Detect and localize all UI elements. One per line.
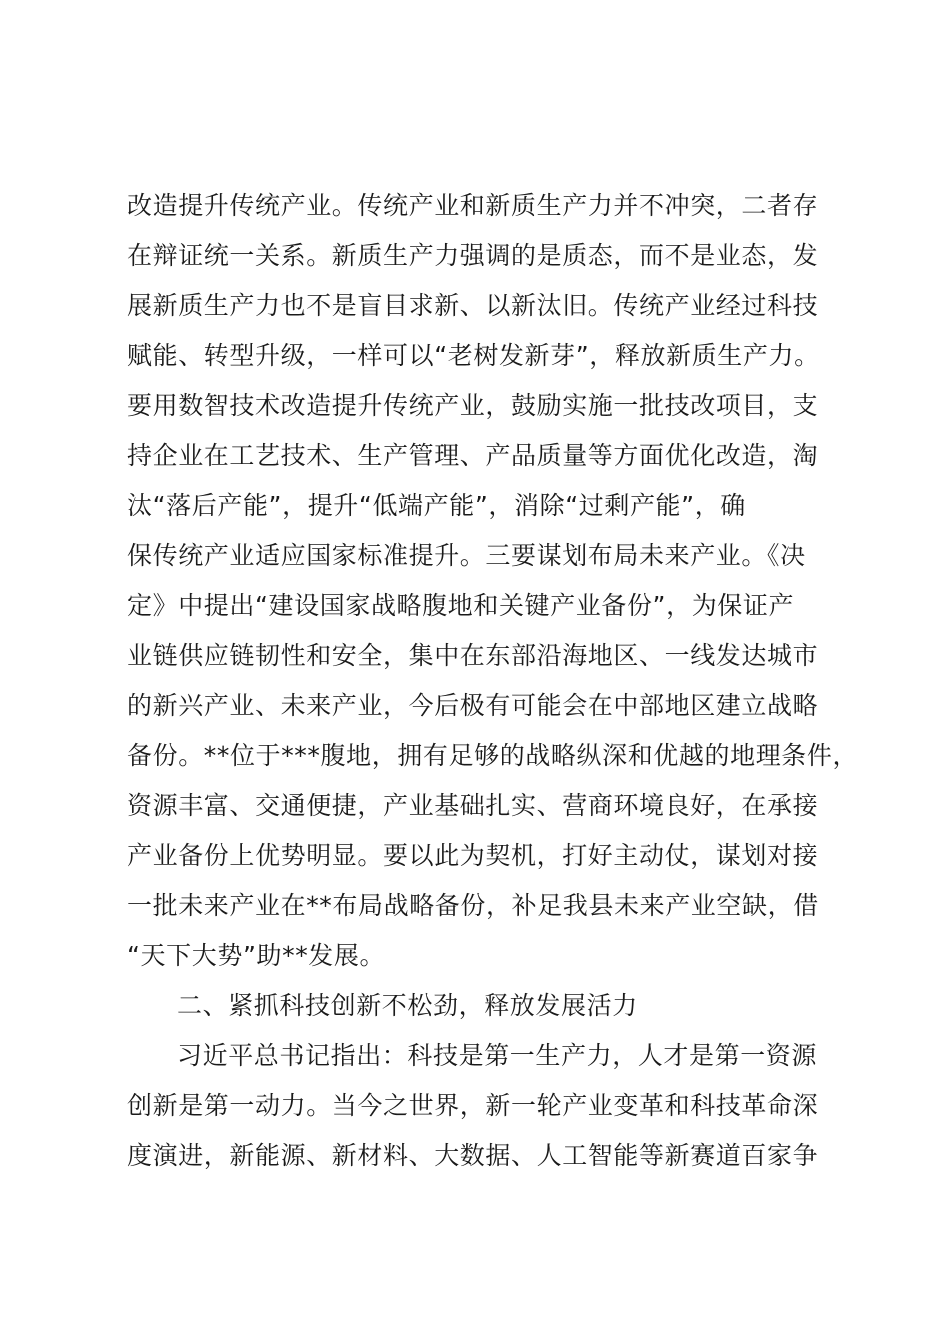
paragraph-line: 保传统产业适应国家标准提升。三要谋划布局未来产业。《决: [127, 541, 806, 570]
paragraph-line: 度演进，新能源、新材料、大数据、人工智能等新赛道百家争: [127, 1141, 819, 1170]
paragraph-line: 在辩证统一关系。新质生产力强调的是质态，而不是业态，发: [127, 241, 819, 270]
paragraph-line: 备份。**位于***腹地，拥有足够的战略纵深和优越的地理条件，: [127, 741, 859, 770]
paragraph-line: 一批未来产业在**布局战略备份，补足我县未来产业空缺，借: [127, 891, 819, 920]
paragraph-line: 要用数智技术改造提升传统产业，鼓励实施一批技改项目，支: [127, 391, 819, 420]
paragraph-line: 产业备份上优势明显。要以此为契机，打好主动仗，谋划对接: [127, 841, 819, 870]
paragraph-line: 的新兴产业、未来产业，今后极有可能会在中部地区建立战略: [127, 691, 819, 720]
paragraph-line: 资源丰富、交通便捷，产业基础扎实、营商环境良好，在承接: [127, 791, 819, 820]
paragraph-line: 持企业在工艺技术、生产管理、产品质量等方面优化改造，淘: [127, 441, 819, 470]
paragraph-line: 改造提升传统产业。传统产业和新质生产力并不冲突，二者存: [127, 191, 819, 220]
paragraph-line: 习近平总书记指出：科技是第一生产力，人才是第一资源: [177, 1041, 818, 1070]
paragraph-line: 创新是第一动力。当今之世界，新一轮产业变革和科技革命深: [127, 1091, 819, 1120]
paragraph-line: 汰“落后产能”，提升“低端产能”，消除“过剩产能”，确: [127, 491, 746, 520]
paragraph-line: 定》中提出“建设国家战略腹地和关键产业备份”，为保证产: [127, 591, 795, 620]
paragraph-line: 展新质生产力也不是盲目求新、以新汰旧。传统产业经过科技: [127, 291, 819, 320]
section-heading: 二、紧抓科技创新不松劲，释放发展活力: [177, 991, 638, 1020]
paragraph-line: “天下大势”助**发展。: [127, 941, 386, 970]
paragraph-line: 赋能、转型升级，一样可以“老树发新芽”，释放新质生产力。: [127, 341, 820, 370]
paragraph-line: 业链供应链韧性和安全，集中在东部沿海地区、一线发达城市: [127, 641, 819, 670]
